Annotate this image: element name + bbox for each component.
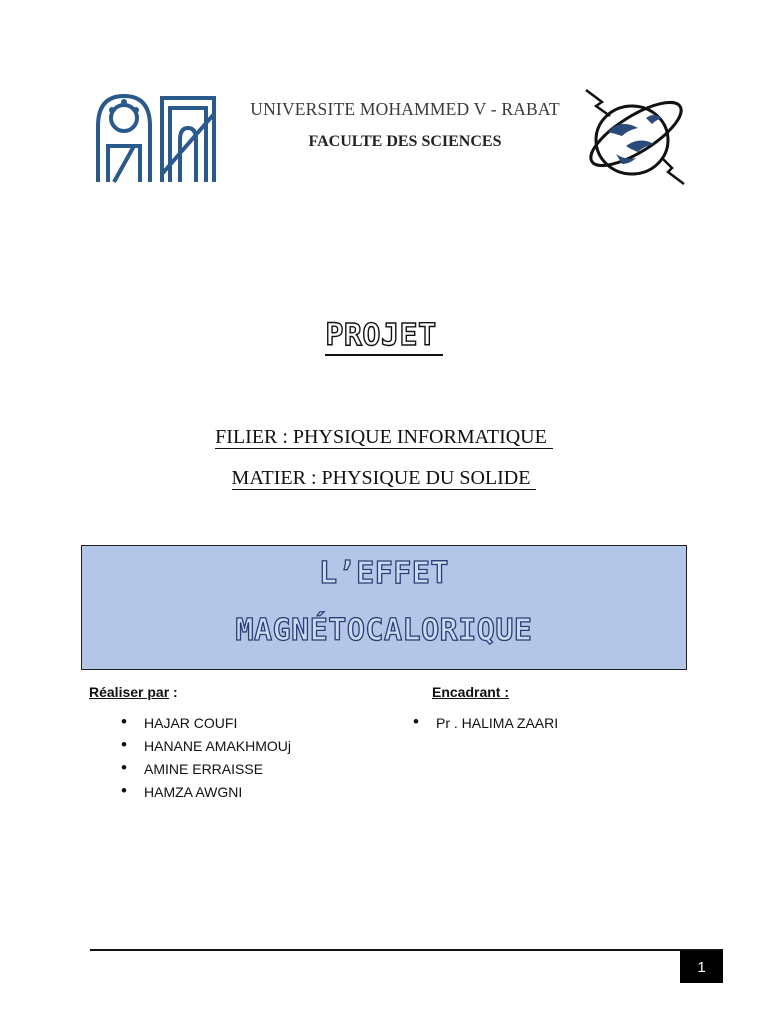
university-name: UNIVERSITE MOHAMMED V - RABAT bbox=[250, 99, 560, 119]
document-title-line-2: MAGNÉTOCALORIQUE bbox=[235, 613, 533, 648]
matiere-line bbox=[0, 467, 768, 490]
project-label: PROJET bbox=[325, 318, 442, 356]
list-item: • AMINE ERRAISSE bbox=[118, 759, 291, 782]
students-heading-label: Réaliser par bbox=[89, 684, 170, 700]
document-title-box bbox=[81, 545, 687, 670]
list-item: • HAMZA AWGNI bbox=[118, 782, 291, 805]
filiere-line bbox=[0, 426, 768, 449]
list-item: • HANANE AMAKHMOUj bbox=[118, 736, 291, 759]
students-list bbox=[118, 713, 291, 805]
filiere-text: FILIER : PHYSIQUE INFORMATIQUE bbox=[215, 426, 553, 449]
document-title-line-1: L’EFFET bbox=[319, 556, 449, 591]
students-heading bbox=[89, 684, 178, 700]
footer-divider bbox=[90, 949, 723, 951]
matiere-text: MATIER : PHYSIQUE DU SOLIDE bbox=[232, 467, 537, 490]
supervisor-heading-label: Encadrant : bbox=[432, 684, 510, 700]
supervisor-list bbox=[410, 713, 558, 736]
university-arch-logo-icon bbox=[92, 88, 218, 184]
faculty-atom-birds-logo-icon bbox=[580, 88, 690, 186]
project-title bbox=[0, 318, 768, 353]
list-item: • Pr . HALIMA ZAARI bbox=[410, 713, 558, 736]
supervisor-heading bbox=[432, 684, 509, 700]
list-item: • HAJAR COUFI bbox=[118, 713, 291, 736]
students-heading-colon: : bbox=[169, 684, 178, 700]
page-number: 1 bbox=[680, 951, 723, 983]
faculty-name: FACULTE DES SCIENCES bbox=[308, 133, 502, 150]
